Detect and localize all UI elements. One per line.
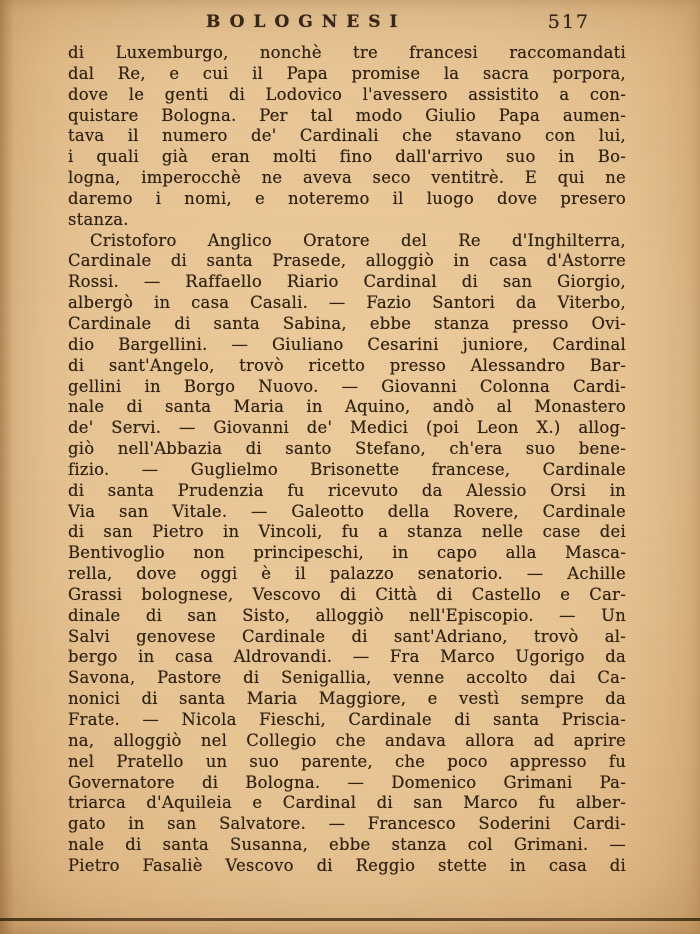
text-line: rella, dove oggi è il palazzo senatorio. — Achille [68,564,626,584]
text-line: Cristoforo Anglico Oratore del Re d'Inghilterra, [90,230,626,250]
text-line: dinale di san Sisto, alloggiò nell'Episcopio. — Un [68,605,626,625]
text-line: gato in san Salvatore. — Francesco Soderini Cardi- [68,814,626,834]
text-line: quistare Bologna. Per tal modo Giulio Papa aumen- [68,105,626,125]
text-line: triarca d'Aquileia e Cardinal di san Marco fu alber- [68,793,626,813]
page-left-edge-shadow [0,0,14,934]
text-line: logna, imperocchè ne aveva seco ventitrè. E qui ne [68,168,626,188]
text-line: Salvi genovese Cardinale di sant'Adriano, trovò al- [68,626,626,646]
text-line: Governatore di Bologna. — Domenico Grimani Pa- [68,772,626,792]
text-line: nale di santa Susanna, ebbe stanza col Grimani. — [68,835,626,855]
text-line: nale di santa Maria in Aquino, andò al Monastero [68,397,626,417]
text-line: Savona, Pastore di Senigallia, venne accolto dai Ca- [68,668,626,688]
text-line: Rossi. — Raffaello Riario Cardinal di san Giorgio, [68,272,626,292]
text-line: albergò in casa Casali. — Fazio Santori da Viterbo, [68,293,626,313]
text-line: Cardinale di santa Prasede, alloggiò in casa d'Astorre [68,251,626,271]
page-bottom-edge-shadow [0,888,700,934]
text-line: daremo i nomi, e noteremo il luogo dove presero [68,188,626,208]
text-line: Frate. — Nicola Fieschi, Cardinale di santa Priscia- [68,710,626,729]
text-line: de' Servi. — Giovanni de' Medici (poi Leon X.) allog- [68,418,626,438]
text-line: nel Pratello un suo parente, che poco appresso fu [68,751,626,771]
text-line: Via san Vitale. — Galeotto della Rovere, Cardinale [68,501,626,521]
text-line: bergo in casa Aldrovandi. — Fra Marco Ugorigo da [68,647,626,667]
text-line: dove le genti di Lodovico l'avessero assistito a con- [68,84,626,104]
running-head [68,10,626,36]
text-line: di Luxemburgo, nonchè tre francesi raccomandati [68,43,626,62]
page-number: 517 [547,11,590,33]
text-block [68,43,626,877]
text-line: Cardinale di santa Sabina, ebbe stanza presso Ovi- [68,313,626,333]
text-line: dio Bargellini. — Giuliano Cesarini juniore, Cardinal [68,334,626,354]
text-line: Grassi bolognese, Vescovo di Città di Castello e Car- [68,584,626,604]
text-line: gellini in Borgo Nuovo. — Giovanni Colonna Cardi- [68,376,626,396]
text-line: tava il numero de' Cardinali che stavano con lui, [68,126,626,146]
text-line: nonici di santa Maria Maggiore, e vestì sempre da [68,689,626,709]
paragraph [68,43,626,231]
text-line: dal Re, e cui il Papa promise la sacra porpora, [68,63,626,83]
text-line: di santa Prudenzia fu ricevuto da Alessio Orsi in [68,480,626,500]
text-line: fizio. — Guglielmo Brisonette francese, Cardinale [68,459,626,479]
text-line: giò nell'Abbazia di santo Stefano, ch'era suo bene- [68,439,626,459]
text-line: Bentivoglio non principeschi, in capo alla Masca- [68,543,626,563]
text-line: di sant'Angelo, trovò ricetto presso Alessandro Bar- [68,355,626,375]
text-line: na, alloggiò nel Collegio che andava allora ad aprire [68,730,626,750]
text-line: di san Pietro in Vincoli, fu a stanza nelle case dei [68,522,626,542]
page-bottom-edge-line [0,918,700,921]
page-header-title: BOLOGNESI [206,12,407,32]
paragraph [68,231,626,877]
text-line: Pietro Fasaliè Vescovo di Reggio stette in casa di [68,855,626,875]
text-line: stanza. [68,209,129,229]
text-line: i quali già eran molti fino dall'arrivo suo in Bo- [68,147,626,167]
